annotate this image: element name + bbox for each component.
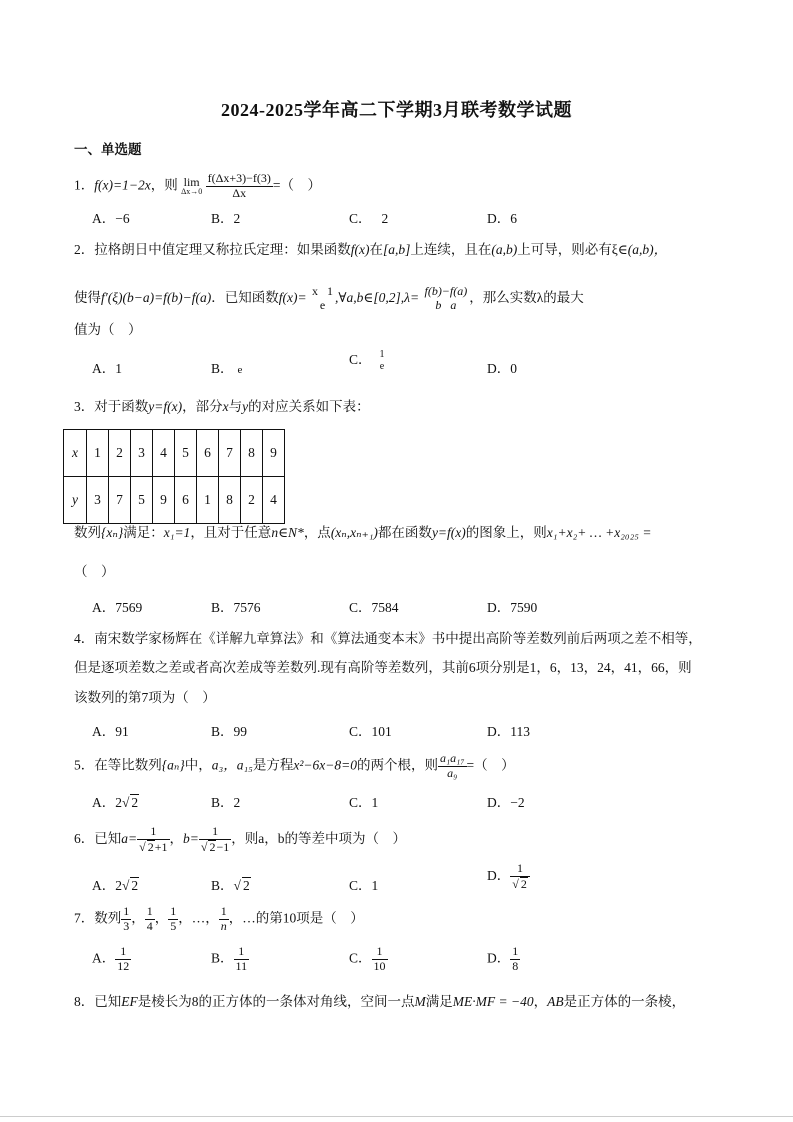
question-6 — [74, 825, 406, 855]
q7-num: 1 — [146, 904, 153, 918]
question-7: 7．数列 $\frac{1}{3}$ ， $\frac{1}{4}$ ， $\frac{1}{5}$ ，…， $\frac{1}{n}$ ，…的第10项是（ ） — [74, 904, 364, 933]
table-cell: 6 — [175, 477, 197, 524]
q7-den: n — [220, 918, 227, 933]
option-value: 7576 — [233, 600, 261, 615]
option-value: 7584 — [371, 600, 399, 615]
option-letter: A． — [92, 724, 116, 739]
q6-b-den-tail: −1 — [216, 839, 230, 854]
q5-text: 5．在等比数列 — [74, 757, 162, 773]
q2-text: 使得 — [74, 289, 101, 305]
option-num: 1 — [372, 945, 388, 960]
option-letter: A． — [92, 795, 116, 810]
q3-text: 3．对于函数 — [74, 399, 149, 414]
table-cell: 3 — [131, 430, 153, 477]
q3-point: (xₙ,xₙ₊₁) — [330, 525, 378, 540]
option-letter: B． — [211, 600, 234, 615]
q6-a-num: 1 — [137, 825, 169, 840]
q4-option-a[interactable] — [92, 720, 129, 740]
q5-seq: {aₙ} — [161, 757, 185, 773]
table-cell: 9 — [153, 477, 175, 524]
q2-option-a[interactable] — [92, 357, 122, 377]
q2-option-c[interactable] — [349, 348, 387, 372]
option-letter: B． — [211, 950, 234, 966]
option-value: −2 — [510, 795, 525, 810]
table-cell-label: x — [64, 430, 87, 477]
q3-text: 满足： — [123, 525, 164, 540]
q5-text: 中， — [184, 757, 212, 773]
option-letter: A． — [92, 878, 116, 893]
option-coef: 2 — [115, 878, 122, 893]
option-value: 1 — [371, 878, 379, 893]
table-row-x — [64, 430, 285, 477]
q6-a-fraction — [137, 825, 169, 855]
q7-den: 3 — [123, 918, 130, 933]
table-cell: 2 — [109, 430, 131, 477]
table-cell: 8 — [219, 477, 241, 524]
q7-option-c[interactable] — [349, 945, 388, 974]
option-den: 8 — [512, 958, 519, 973]
option-value: 2 — [233, 211, 241, 226]
q1-option-c[interactable] — [349, 207, 388, 227]
q5-terms: a₃，a₁₅ — [211, 757, 253, 773]
option-fraction — [372, 945, 388, 974]
q3-option-d[interactable] — [487, 596, 537, 616]
option-fraction — [378, 349, 387, 372]
q3-func: y=f(x) — [148, 399, 183, 414]
q3-text: 与 — [228, 399, 243, 414]
option-den: √ 2 — [512, 876, 527, 891]
q8-text: ， — [533, 994, 548, 1009]
q3-text: 都在函数 — [377, 525, 432, 540]
q2-option-b[interactable] — [211, 357, 242, 377]
option-value: 2 — [381, 211, 389, 226]
q5-frac-den: a₉ — [447, 765, 458, 780]
q8-vector-eq: ME·MF = −40 — [452, 994, 534, 1009]
q7-num: 1 — [123, 904, 130, 918]
question-3-line-2 — [74, 521, 652, 541]
q4-option-b[interactable] — [211, 720, 247, 740]
q8-m: M — [414, 994, 426, 1009]
q6-option-a[interactable]: A．2√ 2 — [92, 878, 139, 893]
q5-text: 的两个根，则 — [357, 757, 438, 773]
q7-term-1 — [121, 905, 131, 934]
option-letter: B． — [211, 361, 234, 376]
option-letter: C． — [349, 211, 372, 226]
table-cell: 2 — [241, 477, 263, 524]
q2-equation: f′(ξ)(b−a)=f(b)−f(a) — [101, 289, 212, 305]
option-letter: D． — [487, 867, 511, 883]
q1-option-b[interactable] — [211, 207, 240, 227]
q6-option-c[interactable] — [349, 874, 378, 894]
option-value: 113 — [510, 724, 530, 739]
option-den: 11 — [235, 958, 248, 973]
q7-option-a[interactable] — [92, 945, 131, 974]
q2-fx: f(x) — [350, 242, 370, 257]
q1-option-a[interactable] — [92, 207, 130, 227]
q6-option-d[interactable] — [487, 862, 530, 892]
q5-frac-num: a₁a₁₇ — [440, 751, 465, 765]
q1-frac-den: Δx — [232, 185, 247, 200]
q2-text: 上可导，则必有ξ∈ — [517, 242, 628, 257]
option-fraction — [510, 945, 520, 974]
q8-ef: EF — [121, 994, 138, 1009]
option-value: 7569 — [115, 600, 143, 615]
table-cell: 7 — [219, 430, 241, 477]
option-num: 1 — [379, 349, 385, 361]
option-radicand: 2 — [242, 878, 250, 893]
q3-text: 的图象上，则 — [465, 525, 547, 540]
option-radicand: 2 — [131, 878, 139, 893]
q7-term-3 — [168, 905, 178, 934]
option-letter: D． — [487, 600, 511, 615]
value-table — [63, 429, 285, 524]
q5-option-d[interactable] — [487, 791, 525, 811]
option-letter: C． — [349, 878, 372, 893]
option-letter: C． — [349, 600, 372, 615]
q5-fraction — [438, 752, 467, 781]
q5-text: =（ ） — [466, 757, 515, 773]
q2-text: 在 — [369, 242, 383, 257]
table-cell: 8 — [241, 430, 263, 477]
q1-fraction — [206, 172, 273, 201]
option-letter: D． — [487, 361, 511, 376]
q3-text: ，部分 — [182, 399, 223, 414]
q5-option-a[interactable]: A．2√ 2 — [92, 795, 139, 810]
q5-option-c[interactable] — [349, 791, 378, 811]
q2-interval-closed: [a,b] — [382, 242, 411, 257]
q3-func2: y=f(x) — [431, 525, 466, 540]
table-cell: 4 — [263, 477, 285, 524]
page-bottom-divider — [0, 1116, 793, 1117]
question-2-line-3: 值为（ ） — [74, 322, 142, 337]
option-letter: A． — [92, 361, 116, 376]
q8-text: 是正方体的一条棱， — [563, 994, 686, 1009]
option-num: 1 — [512, 944, 519, 958]
question-4-line-3: 该数列的第7项为（ ） — [74, 690, 216, 705]
q3-y: y — [242, 399, 249, 414]
q1-option-d[interactable] — [487, 207, 517, 227]
q8-ab: AB — [547, 994, 564, 1009]
question-1 — [74, 172, 321, 201]
option-num: 1 — [115, 945, 131, 960]
option-num: 1 — [510, 862, 530, 877]
q2-text: 2．拉格朗日中值定理又称拉氏定理：如果函数 — [74, 242, 351, 257]
q7-text: ，…的第10项是（ ） — [228, 910, 364, 926]
q2-option-d[interactable] — [487, 357, 517, 377]
table-cell: 3 — [87, 477, 109, 524]
q2-given-fx: f(x)= — [278, 289, 307, 305]
q2-given-den: e — [319, 297, 326, 312]
q4-option-c[interactable] — [349, 720, 392, 740]
q3-x: x — [222, 399, 229, 414]
option-value: 2 — [233, 795, 241, 810]
q3-option-b[interactable] — [211, 596, 261, 616]
option-letter: D． — [487, 795, 511, 810]
q6-text: ，则a，b的等差中项为（ ） — [231, 830, 406, 846]
option-letter: C． — [349, 352, 372, 367]
question-3-line-3: （ ） — [74, 564, 115, 579]
q2-given-num: x 1 — [312, 284, 333, 298]
q6-a-radicand: 2 — [147, 839, 154, 854]
option-letter: D． — [487, 724, 511, 739]
question-4-line-1: 4．南宋数学家杨辉在《详解九章算法》和《算法通变本末》书中提出高阶等差数列前后两项之差不相等， — [74, 631, 702, 646]
question-5 — [74, 752, 515, 781]
q1-frac-num: f(Δx+3)−f(3) — [207, 171, 271, 185]
q2-interval-open: (a,b) — [491, 242, 518, 257]
table-cell: 1 — [87, 430, 109, 477]
q3-x1: x₁=1 — [163, 525, 191, 540]
q6-a-den-tail: +1 — [154, 839, 168, 854]
option-value: 7590 — [510, 600, 538, 615]
q2-given-fraction — [310, 285, 335, 313]
q6-b-num: 1 — [199, 825, 231, 840]
option-radicand: 2 — [131, 795, 139, 810]
q7-term-n — [219, 905, 229, 934]
q1-lim-word: lim — [183, 175, 200, 190]
q3-option-a[interactable] — [92, 596, 142, 616]
option-letter: D． — [487, 950, 511, 966]
option-value: 99 — [233, 724, 248, 739]
table-cell: 9 — [263, 430, 285, 477]
q3-text: 数列 — [74, 525, 101, 540]
q3-text: ，且对于任意 — [190, 525, 272, 540]
table-cell: 5 — [131, 477, 153, 524]
q7-num: 1 — [220, 904, 227, 918]
table-cell: 4 — [153, 430, 175, 477]
option-value: 6 — [510, 211, 517, 226]
option-fraction — [115, 945, 131, 974]
q3-seq: {xₙ} — [101, 525, 124, 540]
q3-text: ，点 — [303, 525, 331, 540]
table-cell-label: y — [64, 477, 87, 524]
q8-text: 8．已知 — [74, 994, 122, 1009]
section-heading: 一、单选题 — [74, 142, 142, 157]
option-value: e — [237, 364, 243, 376]
question-8 — [74, 990, 685, 1010]
q1-function: f(x)=1−2x — [94, 177, 151, 193]
option-value: −6 — [115, 211, 130, 226]
q2-lambda-num: f(b)−f(a) — [424, 284, 468, 298]
q7-den: 5 — [170, 918, 177, 933]
q6-a-den: √ 2+1 — [139, 839, 168, 854]
q2-lambda-den: b a — [435, 297, 457, 312]
option-den: 10 — [373, 958, 386, 973]
option-fraction — [510, 862, 530, 892]
option-letter: B． — [211, 211, 234, 226]
option-letter: C． — [349, 724, 372, 739]
table-row-y — [64, 477, 285, 524]
table-cell: 6 — [197, 430, 219, 477]
option-den: e — [379, 360, 385, 372]
option-letter: D． — [487, 211, 511, 226]
option-den: 12 — [117, 958, 130, 973]
question-4-line-2: 但是逐项差数之差或者高次差成等差数列.现有高阶等差数列，其前6项分别是1，6，13，24，41，66，则 — [74, 660, 692, 675]
q6-text: 6．已知 — [74, 830, 122, 846]
question-2-line-2 — [74, 285, 584, 313]
q6-b-radicand: 2 — [209, 839, 216, 854]
option-letter: B． — [211, 795, 234, 810]
q5-text: 是方程 — [252, 757, 294, 773]
option-value: 101 — [371, 724, 392, 739]
option-letter: B． — [211, 878, 234, 893]
q2-lambda-fraction — [422, 285, 469, 313]
q3-nN: n∈N* — [271, 525, 304, 540]
q5-option-b[interactable] — [211, 791, 240, 811]
option-value: 0 — [510, 361, 517, 376]
option-fraction — [234, 945, 250, 974]
q7-option-b[interactable] — [211, 945, 249, 974]
question-3-line-1 — [74, 395, 370, 415]
q6-b-var: b= — [183, 830, 199, 846]
option-num: 1 — [234, 945, 250, 960]
q1-tail: =（ ） — [272, 177, 321, 193]
q1-number: 1． — [74, 177, 95, 193]
q2-text: (a,b)， — [627, 242, 668, 257]
q2-text: ，那么实数λ的最大 — [469, 289, 584, 305]
q3-sum: x₁+x₂+ … +x₂₀₂₅ = — [546, 525, 652, 540]
page-title: 2024-2025学年高二下学期3月联考数学试题 — [221, 100, 572, 120]
q6-b-den: √ 2−1 — [200, 839, 230, 854]
option-coef: 2 — [115, 795, 122, 810]
table-cell: 1 — [197, 477, 219, 524]
option-letter: C． — [349, 795, 372, 810]
q2-condition: ,∀a,b∈[0,2],λ= — [335, 289, 420, 305]
q2-text: 上连续，且在 — [410, 242, 492, 257]
q5-equation: x²−6x−8=0 — [293, 757, 357, 773]
option-letter: A． — [92, 600, 116, 615]
option-value: 1 — [115, 361, 122, 376]
option-letter: A． — [92, 950, 116, 966]
q7-option-d[interactable] — [487, 945, 520, 974]
q6-a-var: a= — [121, 830, 138, 846]
q2-text: ．已知函数 — [211, 289, 279, 305]
option-letter: C． — [349, 950, 372, 966]
table-cell: 7 — [109, 477, 131, 524]
option-letter: B． — [211, 724, 234, 739]
q7-dots: ，…， — [178, 910, 219, 926]
option-value: 91 — [115, 724, 129, 739]
q7-text: 7．数列 — [74, 910, 122, 926]
option-radicand: 2 — [520, 876, 527, 891]
q7-den: 4 — [146, 918, 153, 933]
q4-option-d[interactable] — [487, 720, 530, 740]
q7-num: 1 — [170, 904, 177, 918]
q8-text: 满足 — [425, 994, 453, 1009]
q6-b-fraction — [199, 825, 231, 855]
q1-lim-sub: Δx→0 — [181, 187, 203, 197]
q7-term-2 — [145, 905, 155, 934]
q6-option-b[interactable]: B．√ 2 — [211, 878, 250, 893]
option-letter: A． — [92, 211, 116, 226]
q3-option-c[interactable] — [349, 596, 399, 616]
question-2-line-1 — [74, 238, 667, 258]
option-value: 1 — [371, 795, 379, 810]
q8-text: 是棱长为8的正方体的一条体对角线，空间一点 — [137, 994, 415, 1009]
q1-limit — [181, 176, 202, 196]
q6-text: ， — [169, 830, 183, 846]
q3-text: 的对应关系如下表： — [248, 399, 370, 414]
q1-sep: ，则 — [150, 177, 178, 193]
table-cell: 5 — [175, 430, 197, 477]
